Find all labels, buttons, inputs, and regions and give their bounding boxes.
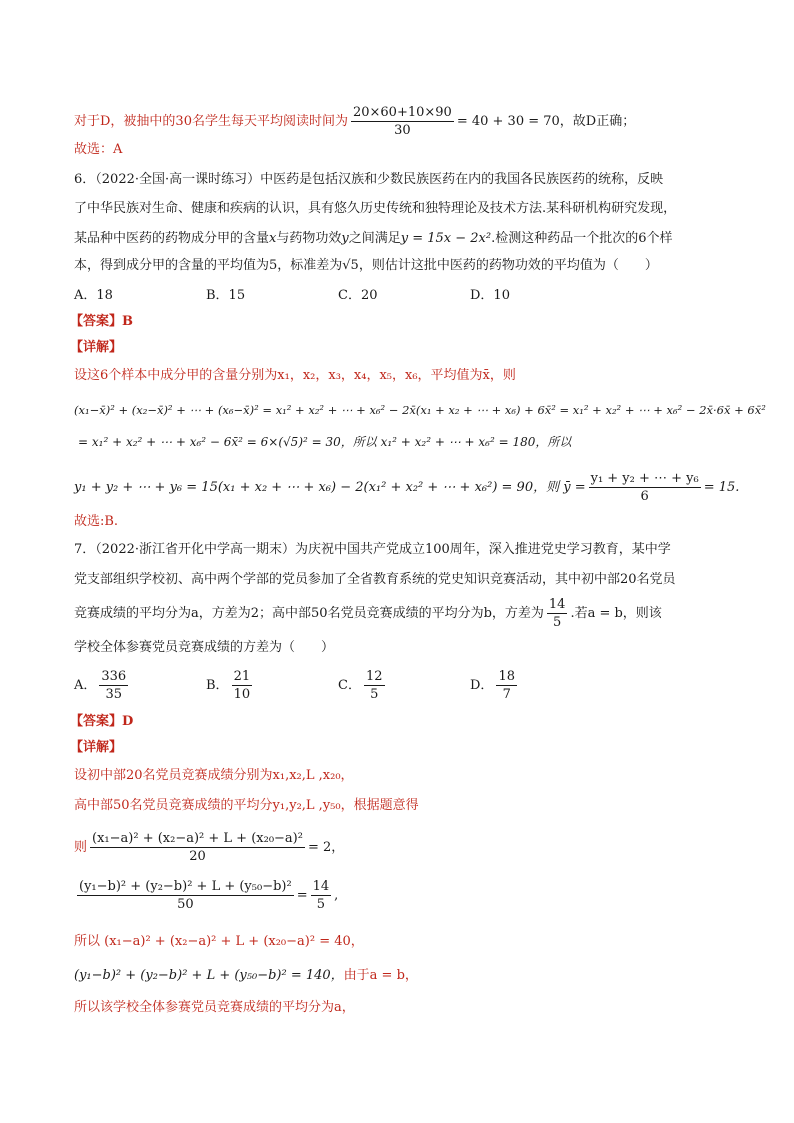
q7-s4-result-fraction — [311, 878, 332, 913]
q7-stem-line-4: 学校全体参赛党员竞赛成绩的方差为（ ） — [74, 640, 335, 655]
q7-solution-line-2: 高中部50名党员竞赛成绩的平均分y₁,y₂,L ,y₅₀，根据题意得 — [74, 798, 419, 813]
q7-variance-fraction — [547, 596, 568, 631]
q7-s3-post: = 2， — [307, 840, 345, 855]
q7-s4-num: (y₁−b)² + (y₂−b)² + L + (y₅₀−b)² — [79, 879, 292, 894]
q6-l3-e: 之间满足 — [348, 231, 401, 246]
q6-l3-c: 与药物功效 — [276, 231, 342, 246]
q6-answer: 【答案】B — [70, 314, 133, 329]
q6-var-y: y — [341, 231, 349, 246]
d-line-suffix: = 40 + 30 = 70，故D正确； — [456, 114, 636, 129]
q6-formula: y = 15x − 2x² — [400, 231, 492, 246]
q7-solution-line-6 — [74, 966, 418, 986]
q7-stem-line-3 — [74, 596, 662, 630]
q7-s6-a: (y₁−b)² + (y₂−b)² + L + (y₅₀−b)² = 140， — [74, 968, 344, 983]
q6-l3-g: .检测这种药品一个批次的6个样 — [491, 231, 673, 246]
d-frac-den: 30 — [394, 123, 411, 138]
q6-s4-num: y₁ + y₂ + ⋯ + y₆ — [590, 471, 699, 486]
q6-stem-line-4: 本，得到成分甲的含量的平均值为5，标准差为√5，则估计这批中医药的药物功效的平均值为（ ） — [74, 258, 658, 273]
q6-l3-a: 某品种中医药的药物成分甲的含量 — [74, 231, 270, 246]
option-d-conclusion — [74, 104, 635, 139]
q6-s4-right: = 15. — [703, 480, 740, 495]
q7-stem-line-1: 7．（2022·浙江省开化中学高一期末）为庆祝中国共产党成立100周年，深入推进党史学习教育，某中学 — [74, 542, 671, 557]
q6-option-d: D．10 — [470, 288, 510, 303]
d-line-fraction — [351, 104, 454, 139]
q7-s3-num: (x₁−a)² + (x₂−a)² + L + (x₂₀−a)² — [92, 831, 303, 846]
q7-option-d: D． $\frac{18}{7}$ — [470, 669, 515, 702]
q6-final: 故选:B. — [74, 514, 119, 529]
q7-detail-heading: 【详解】 — [70, 740, 123, 755]
q7-s4-den: 50 — [177, 897, 194, 912]
q7-s6-b: 由于a = b， — [343, 968, 418, 983]
q6-solution-line-1: 设这6个样本中成分甲的含量分别为x₁，x₂，x₃，x₄，x₅，x₆，平均值为x̄，则 — [74, 368, 516, 383]
q7-s3-pre: 则 — [74, 840, 88, 855]
q6-s4-left: y₁ + y₂ + ⋯ + y₆ = 15(x₁ + x₂ + ⋯ + x₆) − 2(x₁² + x₂² + ⋯ + x₆²) = 90，则 ȳ = — [74, 480, 586, 495]
q6-solution-line-4 — [74, 470, 739, 504]
q7-solution-line-3 — [74, 830, 344, 870]
q6-detail-heading: 【详解】 — [70, 340, 123, 355]
q7-s4-result-num: 14 — [312, 879, 330, 894]
d-frac-num: 20×60+10×90 — [352, 105, 452, 120]
q7-l3-b: .若a = b，则该 — [570, 606, 662, 621]
q6-solution-line-2: (x₁−x̄)² + (x₂−x̄)² + ⋯ + (x₆−x̄)² = x₁² + x₂² + ⋯ + x₆² − 2x̄(x₁ + x₂ + ⋯ + x₆) + 6x̄² = x₁² + x₂² + ⋯ + x₆² − 2x̄·6x̄ + 6x̄² — [74, 403, 766, 417]
q7-option-a: A． $\frac{336}{35}$ — [74, 669, 127, 702]
q6-stem-line-2: 了中华民族对生命、健康和疾病的认识，具有悠久历史传统和独特理论及技术方法.某科研机构研究发现， — [74, 201, 677, 216]
q7-l3-a: 竞赛成绩的平均分为a，方差为2；高中部50名党员竞赛成绩的平均分为b，方差为 — [74, 606, 544, 621]
q7-solution-line-1: 设初中部20名党员竞赛成绩分别为x₁,x₂,L ,x₂₀， — [74, 768, 354, 783]
q7-stem-line-2: 党支部组织学校初、高中两个学部的党员参加了全省教育系统的党史知识竞赛活动，其中初中部20名党员 — [74, 572, 676, 587]
q7-l3-num: 14 — [548, 597, 566, 612]
q6-s4-den: 6 — [640, 489, 649, 504]
previous-answer: 故选：A — [74, 142, 123, 157]
q7-solution-line-4: $\frac{\text{(y₁−b)² + (y₂−b)² + L + (y₅₀−b)²}}{50}$ = $\frac{14}{5}$ , — [79, 879, 339, 912]
q6-options — [74, 286, 602, 306]
q6-mean-fraction — [589, 470, 701, 505]
q7-s4-result-den: 5 — [316, 897, 326, 912]
q6-solution-line-3: = x₁² + x₂² + ⋯ + x₆² − 6x̄² = 6×(√5)² = 30，所以 x₁² + x₂² + ⋯ + x₆² = 180，所以 — [78, 435, 572, 449]
q7-option-b: B． $\frac{21}{10}$ — [206, 669, 251, 702]
q6-option-a: A．18 — [74, 288, 113, 303]
q6-stem-line-1: 6．（2022·全国·高一课时练习）中医药是包括汉族和少数民族医药在内的我国各民族医药的统称，反映 — [74, 172, 664, 187]
q7-answer: 【答案】D — [70, 714, 134, 729]
q7-senior-variance-fraction — [77, 878, 294, 913]
q7-options — [74, 668, 602, 704]
q7-s3-den: 20 — [189, 849, 206, 864]
q6-option-b: B．15 — [206, 288, 246, 303]
q7-junior-variance-fraction — [90, 830, 305, 865]
d-line-text: 对于D，被抽中的30名学生每天平均阅读时间为 — [74, 114, 348, 129]
q6-option-c: C．20 — [338, 288, 378, 303]
q6-stem-line-3 — [74, 229, 673, 249]
q7-option-c: C． $\frac{12}{5}$ — [338, 669, 383, 702]
q6-var-x: x — [269, 231, 277, 246]
q7-solution-line-5: 所以 (x₁−a)² + (x₂−a)² + L + (x₂₀−a)² = 40， — [74, 934, 364, 949]
q7-l3-den: 5 — [553, 615, 562, 630]
q7-solution-line-7: 所以该学校全体参赛党员竞赛成绩的平均分为a， — [74, 1000, 355, 1015]
